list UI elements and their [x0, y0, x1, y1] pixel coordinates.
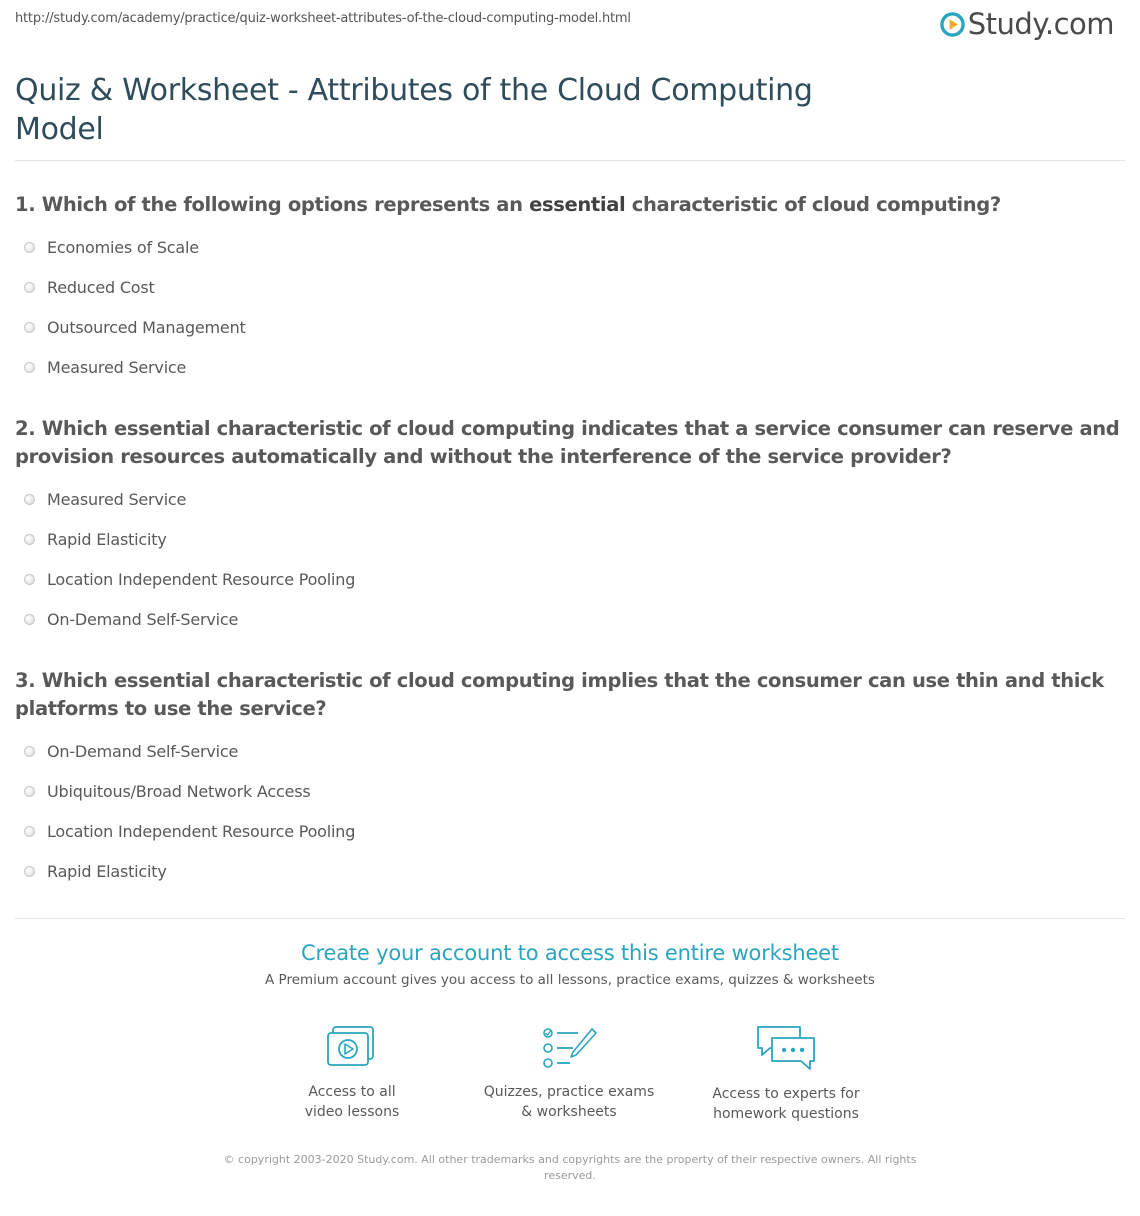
question-number: 1.: [15, 193, 36, 216]
radio-button[interactable]: [24, 614, 35, 625]
radio-button[interactable]: [24, 494, 35, 505]
option-label: Location Independent Resource Pooling: [47, 821, 356, 841]
chat-bubbles-icon: [754, 1024, 818, 1076]
q3-option-3[interactable]: [24, 820, 355, 842]
feature-video-lessons: [262, 1024, 442, 1122]
option-label: Measured Service: [47, 489, 187, 509]
radio-button[interactable]: [24, 826, 35, 837]
option-label: Outsourced Management: [47, 317, 246, 337]
question-1: [15, 191, 1130, 219]
option-label: Economies of Scale: [47, 237, 199, 257]
radio-button[interactable]: [24, 866, 35, 877]
q2-option-4[interactable]: [24, 608, 238, 630]
option-label: On-Demand Self-Service: [47, 609, 239, 629]
q1-option-1[interactable]: [24, 236, 199, 258]
study-logo[interactable]: [940, 7, 1114, 41]
radio-button[interactable]: [24, 534, 35, 545]
feature-label: Access to all video lessons: [304, 1084, 400, 1120]
question-number: 3.: [15, 669, 36, 692]
radio-button[interactable]: [24, 282, 35, 293]
radio-button[interactable]: [24, 362, 35, 373]
quiz-checklist-icon: [540, 1024, 598, 1074]
quiz-divider: [15, 918, 1125, 919]
q2-option-1[interactable]: [24, 488, 186, 510]
copyright-notice: © copyright 2003-2020 Study.com. All other trademarks and copyrights are the property of their respective owners. All rights reserved.: [223, 1153, 917, 1182]
feature-label: Quizzes, practice exams & worksheets: [483, 1084, 655, 1120]
option-label: On-Demand Self-Service: [47, 741, 239, 761]
q1-option-2[interactable]: [24, 276, 155, 298]
q3-option-4[interactable]: [24, 860, 167, 882]
page-url: http://study.com/academy/practice/quiz-worksheet-attributes-of-the-cloud-computing-model.html: [15, 11, 631, 26]
q2-option-3[interactable]: [24, 568, 355, 590]
option-label: Location Independent Resource Pooling: [47, 569, 356, 589]
premium-description: A Premium account gives you access to all lessons, practice exams, quizzes & worksheets: [265, 972, 875, 988]
question-text: Which essential characteristic of cloud computing indicates that a service consumer can reserve and provision resources automatically and without the interference of the service provider?: [15, 417, 1120, 468]
question-number: 2.: [15, 417, 36, 440]
option-label: Reduced Cost: [47, 277, 155, 297]
option-label: Rapid Elasticity: [47, 861, 167, 881]
feature-label: Access to experts for homework questions: [712, 1086, 860, 1122]
radio-button[interactable]: [24, 746, 35, 757]
question-text-start: Which of the following options represents an: [41, 193, 530, 216]
q3-option-2[interactable]: [24, 780, 311, 802]
video-lessons-icon: [325, 1024, 379, 1074]
question-text-end: characteristic of cloud computing?: [625, 193, 1001, 216]
question-2: [15, 415, 1130, 471]
radio-button[interactable]: [24, 322, 35, 333]
feature-quizzes: [479, 1024, 659, 1122]
option-label: Rapid Elasticity: [47, 529, 167, 549]
q2-option-2[interactable]: [24, 528, 167, 550]
q1-option-3[interactable]: [24, 316, 246, 338]
page-title: Quiz & Worksheet - Attributes of the Cloud Computing Model: [15, 73, 813, 147]
question-text: Which essential characteristic of cloud computing implies that the consumer can use thin and thick platforms to use the service?: [15, 669, 1104, 720]
title-divider: [15, 160, 1125, 161]
feature-experts: [696, 1024, 876, 1124]
q1-option-4[interactable]: [24, 356, 186, 378]
radio-button[interactable]: [24, 242, 35, 253]
play-logo-icon: [940, 12, 965, 37]
brand-name: Study.com: [967, 7, 1114, 41]
question-emphasis: essential: [529, 193, 626, 216]
option-label: Ubiquitous/Broad Network Access: [47, 781, 311, 801]
question-3: [15, 667, 1130, 723]
create-account-link[interactable]: Create your account to access this entire worksheet: [301, 941, 839, 965]
q3-option-1[interactable]: [24, 740, 238, 762]
radio-button[interactable]: [24, 786, 35, 797]
option-label: Measured Service: [47, 357, 187, 377]
radio-button[interactable]: [24, 574, 35, 585]
